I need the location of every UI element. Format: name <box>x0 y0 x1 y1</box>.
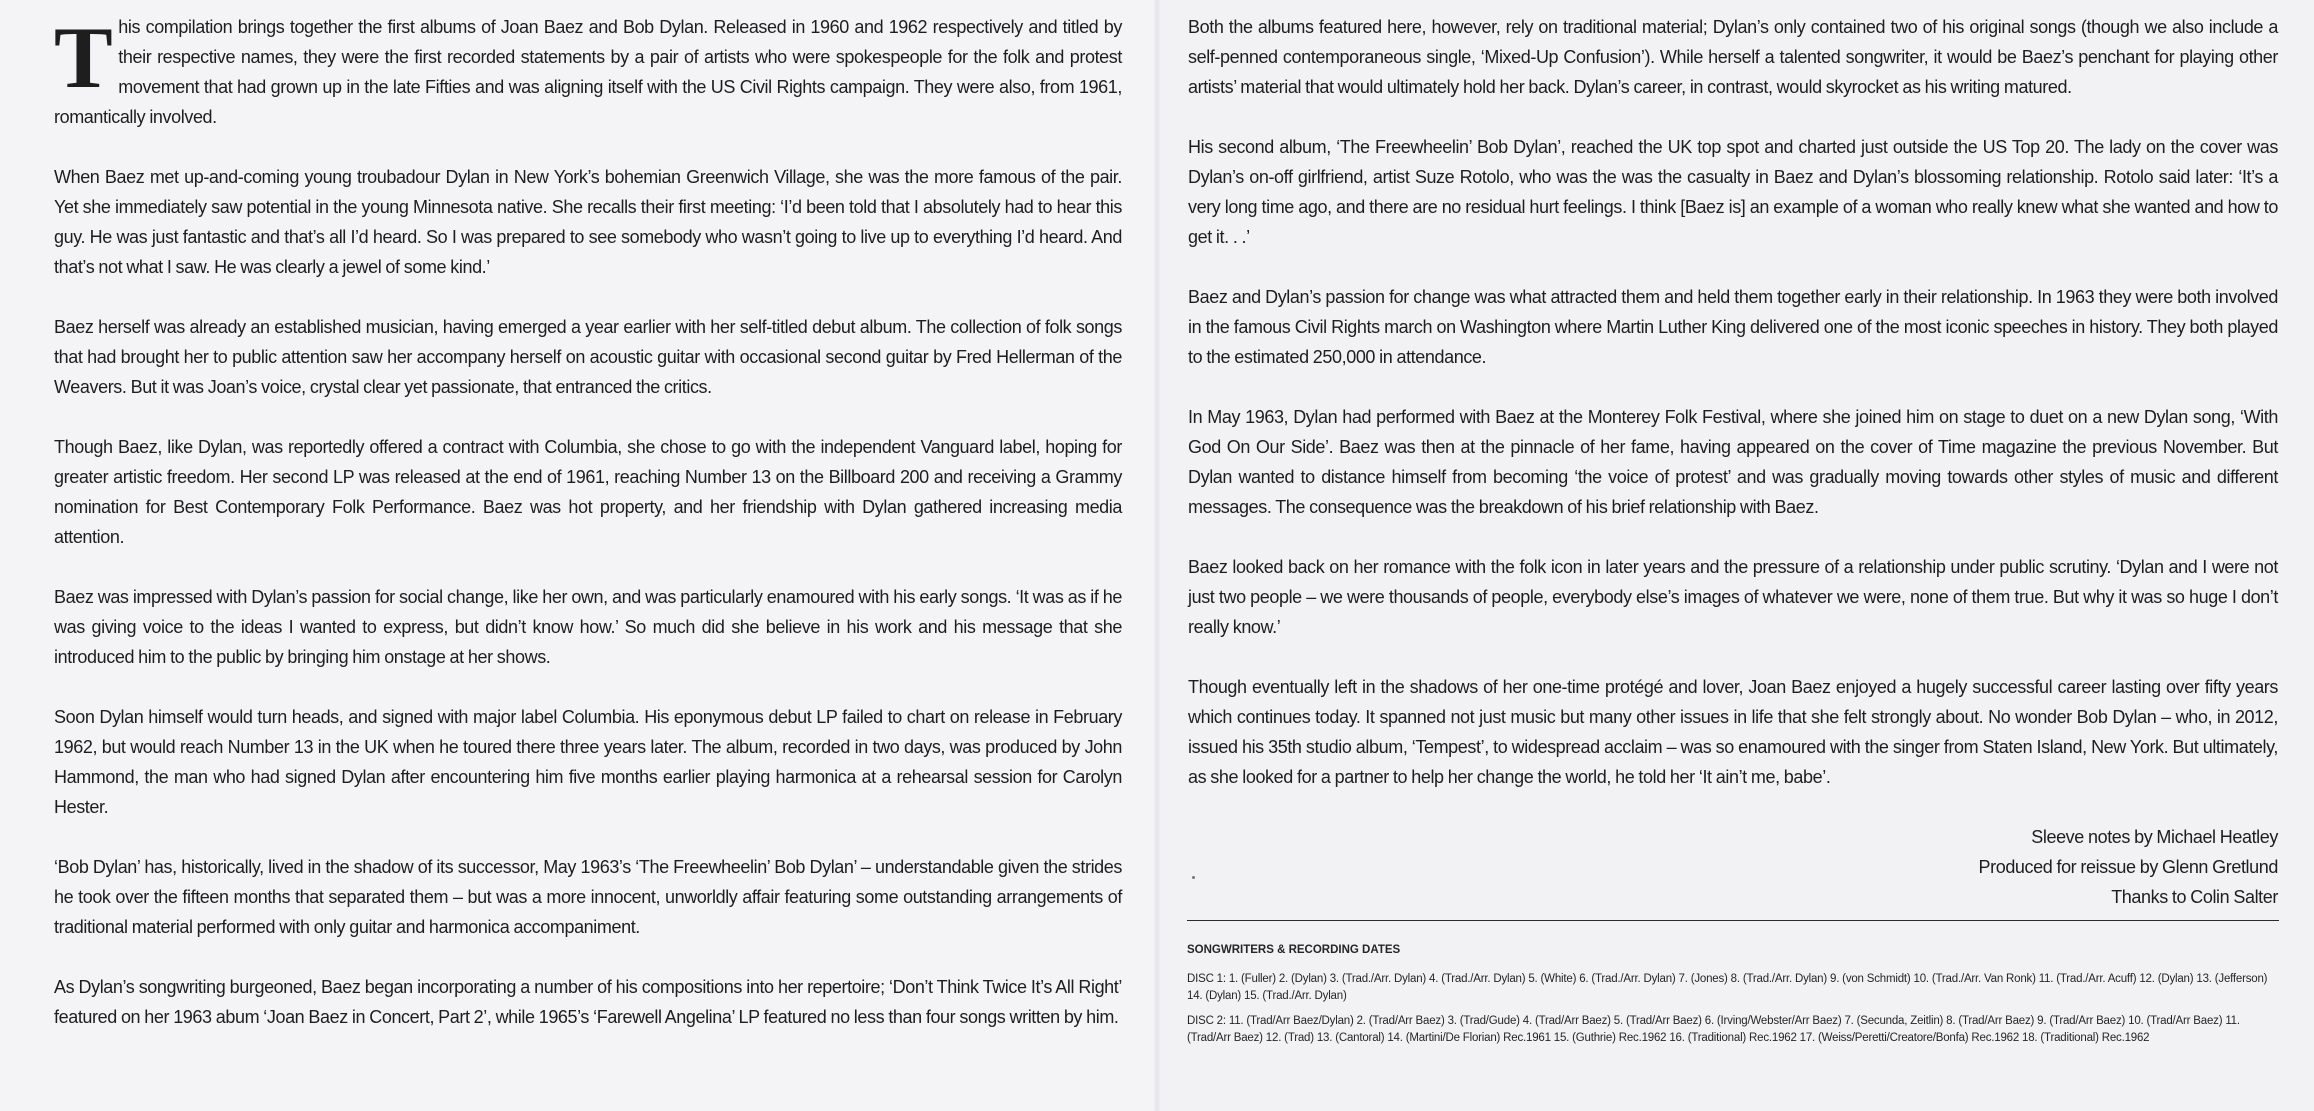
body-paragraph: Both the albums featured here, however, rely on traditional material; Dylan’s only contained two of his original songs (though we also include a self-penned contemporaneous single, ‘Mixed-Up Confusion’). While herself a talented songwriter, it would be Baez’s penchant for playing other artists’ material that would ultimately hold her back. Dylan’s career, in contrast, would skyrocket as his writing matured. <box>1188 17 2278 97</box>
body-paragraph: Baez and Dylan’s passion for change was what attracted them and held them together early in their relationship. In 1963 they were both involved in the famous Civil Rights march on Washington where Martin Luther King delivered one of the most iconic speeches in history. They both played to the estimated 250,000 in attendance. <box>1188 287 2278 367</box>
intro-text: his compilation brings together the first albums of Joan Baez and Bob Dylan. Released in 1960 and 1962 respectively and titled by their respective names, they were the first recorded statements by a pair of artists who were spokespeople for the folk and protest movement that had grown up in the late Fifties and was aligning itself with the US Civil Rights campaign. They were also, from 1961, romantically involved. <box>54 17 1122 127</box>
print-speck <box>1192 876 1195 879</box>
body-paragraph: As Dylan’s songwriting burgeoned, Baez began incorporating a number of his compositions into her repertoire; ‘Don’t Think Twice It’s All Right’ featured on her 1963 abum ‘Joan Baez in Concert, Part 2’, while 1965’s ‘Farewell Angelina’ LP featured no less than four songs written by him. <box>54 977 1122 1027</box>
body-paragraph: Baez was impressed with Dylan’s passion for social change, like her own, and was particularly enamoured with his early songs. ‘It was as if he was giving voice to the ideas I wanted to express, but didn’t know how.’ So much did she believe in his work and his message that she introduced him to the public by bringing him onstage at her shows. <box>54 587 1122 667</box>
right-column <box>1188 12 2278 912</box>
body-paragraph: Though eventually left in the shadows of her one-time protégé and lover, Joan Baez enjoyed a hugely successful career lasting over fifty years which continues today. It spanned not just music but many other issues in life that she felt strongly about. No wonder Bob Dylan – who, in 2012, issued his 35th studio album, ‘Tempest’, to widespread acclaim – was so enamoured with the singer from Staten Island, New York. But ultimately, as she looked for a partner to help her change the world, he told her ‘It ain’t me, babe’. <box>1188 677 2278 787</box>
credits-block <box>1188 822 2278 912</box>
disc1-credits: DISC 1: 1. (Fuller) 2. (Dylan) 3. (Trad./Arr. Dylan) 4. (Trad./Arr. Dylan) 5. (White) 6. (Trad./Arr. Dylan) 7. (Jones) 8. (Trad./Arr. Dylan) 9. (von Schmidt) 10. (Trad./Arr. Van Ronk) 11. (Trad./Arr. Acuff) 12. (Dylan) 13. (Jefferson) 14. (Dylan) 15. (Trad./Arr. Dylan) <box>1187 973 2268 1002</box>
center-fold <box>1154 0 1160 1111</box>
left-column <box>54 12 1122 1062</box>
intro-paragraph <box>54 12 1122 132</box>
songwriters-heading: SONGWRITERS & RECORDING DATES <box>1187 944 1401 956</box>
credit-sleeve-notes: Sleeve notes by Michael Heatley <box>2031 827 2278 847</box>
body-paragraph: Baez looked back on her romance with the folk icon in later years and the pressure of a relationship under public scrutiny. ‘Dylan and I were not just two people – we were thousands of people, everybody else’s images of whatever we were, none of them true. But why it was so huge I don’t really know.’ <box>1188 557 2278 637</box>
body-paragraph: ‘Bob Dylan’ has, historically, lived in the shadow of its successor, May 1963’s ‘The Freewheelin’ Bob Dylan’ – understandable given the strides he took over the fifteen months that separated them – but was a more innocent, unworldly affair featuring some outstanding arrangements of traditional material performed with only guitar and harmonica accompaniment. <box>54 857 1122 937</box>
body-paragraph: When Baez met up-and-coming young troubadour Dylan in New York’s bohemian Greenwich Village, she was the more famous of the pair. Yet she immediately saw potential in the young Minnesota native. She recalls their first meeting: ‘I’d been told that I absolutely had to hear this guy. He was just fantastic and that’s all I’d heard. So I was prepared to see somebody who wasn’t going to live up to everything I’d heard. And that’s not what I saw. He was clearly a jewel of some kind.’ <box>54 167 1122 277</box>
drop-cap: T <box>54 10 113 107</box>
body-paragraph: Though Baez, like Dylan, was reportedly offered a contract with Columbia, she chose to go with the independent Vanguard label, hoping for greater artistic freedom. Her second LP was released at the end of 1961, reaching Number 13 on the Billboard 200 and receiving a Grammy nomination for Best Contemporary Folk Performance. Baez was hot property, and her friendship with Dylan gathered increasing media attention. <box>54 437 1122 547</box>
disc2-credits: DISC 2: 11. (Trad/Arr Baez/Dylan) 2. (Trad/Arr Baez) 3. (Trad/Gude) 4. (Trad/Arr Baez) 5. (Trad/Arr Baez) 6. (Irving/Webster/Arr Baez) 7. (Secunda, Zeitlin) 8. (Trad/Arr Baez) 9. (Trad/Arr Baez) 10. (Trad/Arr Baez) 11. (Trad/Arr Baez) 12. (Trad) 13. (Cantoral) 14. (Martini/De Florian) Rec.1961 15. (Guthrie) Rec.1962 16. (Traditional) Rec.1962 17. (Weiss/Peretti/Creatore/Bonfa) Rec.1962 18. (Traditional) Rec.1962 <box>1187 1015 2240 1044</box>
body-paragraph: Soon Dylan himself would turn heads, and signed with major label Columbia. His eponymous debut LP failed to chart on release in February 1962, but would reach Number 13 in the UK when he toured there three years later. The album, recorded in two days, was produced by John Hammond, the man who had signed Dylan after encountering him five months earlier playing harmonica at a rehearsal session for Carolyn Hester. <box>54 707 1122 817</box>
credit-producer: Produced for reissue by Glenn Gretlund <box>1978 857 2278 877</box>
credit-thanks: Thanks to Colin Salter <box>2111 887 2278 907</box>
body-paragraph: His second album, ‘The Freewheelin’ Bob Dylan’, reached the UK top spot and charted just outside the US Top 20. The lady on the cover was Dylan’s on-off girlfriend, artist Suze Rotolo, who was the was the casualty in Baez and Dylan’s blossoming relationship. Rotolo said later: ‘It’s a very long time ago, and there are no residual hurt feelings. I think [Baez is] an example of a woman who really knew what she wanted and how to get it. . .’ <box>1188 137 2278 247</box>
section-divider <box>1187 920 2279 921</box>
body-paragraph: In May 1963, Dylan had performed with Baez at the Monterey Folk Festival, where she joined him on stage to duet on a new Dylan song, ‘With God On Our Side’. Baez was then at the pinnacle of her fame, having appeared on the cover of Time magazine the previous November. But Dylan wanted to distance himself from becoming ‘the voice of protest’ and was gradually moving towards other styles of music and different messages. The consequence was the breakdown of his brief relationship with Baez. <box>1188 407 2278 517</box>
songwriters-section <box>1187 942 2279 1055</box>
body-paragraph: Baez herself was already an established musician, having emerged a year earlier with her self-titled debut album. The collection of folk songs that had brought her to public attention saw her accompany herself on acoustic guitar with occasional second guitar by Fred Hellerman of the Weavers. But it was Joan’s voice, crystal clear yet passionate, that entranced the critics. <box>54 317 1122 397</box>
